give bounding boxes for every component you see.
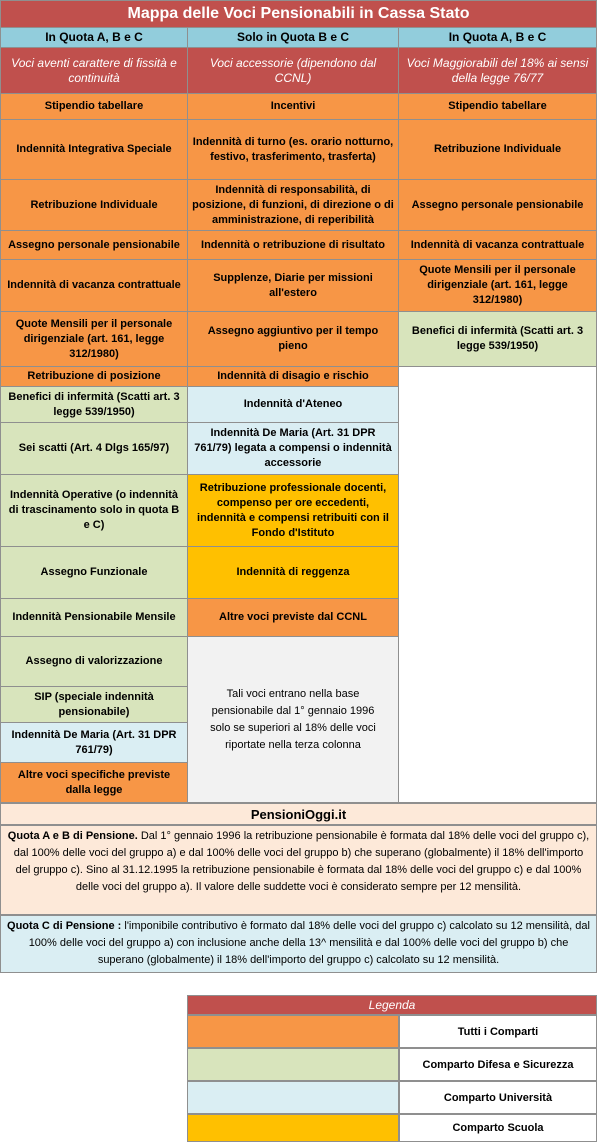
legend-title: Legenda [187,995,597,1015]
col2-item: Retribuzione professionale docenti, compenso per ore eccedenti, indennità e compensi retribuiti con il Fondo d'Istituto [188,475,399,547]
category-col1: Voci aventi carattere di fissità e continuità [0,48,188,94]
col2-item: Indennità o retribuzione di risultato [188,231,399,260]
col2-footnote: Tali voci entrano nella base pensionabile dal 1° gennaio 1996 solo se superiori al 18% delle voci riportate nella terza colonna [188,637,399,803]
legend-label: Comparto Scuola [399,1114,597,1142]
legend-swatch-tutti [187,1015,399,1048]
col1-item: Stipendio tabellare [0,94,188,120]
legend-swatch-scuola [187,1114,399,1142]
legend-swatch-difesa [187,1048,399,1081]
col3-item: Indennità di vacanza contrattuale [399,231,597,260]
note-quota-c [0,915,597,973]
col1-item: Indennità Operative (o indennità di trascinamento solo in quota B e C) [0,475,188,547]
col2-item: Indennità di disagio e rischio [188,367,399,387]
col2-item: Indennità di responsabilità, di posizione, di funzioni, di direzione o di amministrazione, di reperibilità [188,180,399,231]
col2-item: Indennità De Maria (Art. 31 DPR 761/79) legata a compensi o indennità accessorie [188,423,399,475]
legend-label: Tutti i Comparti [399,1015,597,1048]
col1-item: Indennità De Maria (Art. 31 DPR 761/79) [0,723,188,763]
category-col2: Voci accessorie (dipendono dal CCNL) [188,48,399,94]
col2-item: Altre voci previste dal CCNL [188,599,399,637]
col1-item: Quote Mensili per il personale dirigenziale (art. 161, legge 312/1980) [0,312,188,367]
col1-item: Retribuzione di posizione [0,367,188,387]
note-quota-ab-title: Quota A e B di Pensione. [7,830,138,842]
col1-item: Altre voci specifiche previste dalla legge [0,763,188,803]
header-col3: In Quota A, B e C [399,28,597,48]
col1-item: Indennità di vacanza contrattuale [0,260,188,312]
col1-item: Benefici di infermità (Scatti art. 3 legge 539/1950) [0,387,188,423]
col1-item: Indennità Pensionabile Mensile [0,599,188,637]
note-quota-c-text: l'imponibile contributivo è formato dal 18% delle voci del gruppo c) calcolato su 12 mensilità, dal 100% delle voci del gruppo a) con inclusione anche della 13^ mensilità e dal 100% delle voci del gruppo b) che superano (globalmente) il 18% dell'importo del gruppo c) calcolato su 12 mensilità. [28,920,590,966]
col3-empty [399,367,597,803]
col1-item: Assegno di valorizzazione [0,637,188,687]
header-col1: In Quota A, B e C [0,28,188,48]
col1-item: Retribuzione Individuale [0,180,188,231]
col2-item: Incentivi [188,94,399,120]
col2-item: Indennità di reggenza [188,547,399,599]
col1-item: SIP (speciale indennità pensionabile) [0,687,188,723]
legend-swatch-universita [187,1081,399,1114]
legend-label: Comparto Università [399,1081,597,1114]
category-col3: Voci Maggiorabili del 18% ai sensi della legge 76/77 [399,48,597,94]
col2-item: Indennità di turno (es. orario notturno, festivo, trasferimento, trasferta) [188,120,399,180]
brand-label: PensioniOggi.it [0,803,597,825]
col1-item: Sei scatti (Art. 4 Dlgs 165/97) [0,423,188,475]
legend-label: Comparto Difesa e Sicurezza [399,1048,597,1081]
col1-item: Assegno personale pensionabile [0,231,188,260]
page-title: Mappa delle Voci Pensionabili in Cassa Stato [0,0,597,28]
col2-item: Assegno aggiuntivo per il tempo pieno [188,312,399,367]
header-col2: Solo in Quota B e C [188,28,399,48]
note-quota-ab [0,825,597,915]
col3-item: Benefici di infermità (Scatti art. 3 legge 539/1950) [399,312,597,367]
note-quota-ab-text: Dal 1° gennaio 1996 la retribuzione pensionabile è formata dal 18% delle voci del gruppo c), dal 100% delle voci del gruppo a) e dal 100% delle voci del gruppo b) che superano (globalmente) il 18% dell'importo del gruppo c). Sino al 31.12.1995 la retribuzione pensionabile è formata dal 18% delle voci del gruppo c) e dal 100% delle voci del gruppo a). Il valore delle suddette voci è considerato sempre per 12 mensilità. [13,830,590,893]
col3-item: Quote Mensili per il personale dirigenziale (art. 161, legge 312/1980) [399,260,597,312]
col2-item: Supplenze, Diarie per missioni all'estero [188,260,399,312]
col1-item: Assegno Funzionale [0,547,188,599]
col3-item: Assegno personale pensionabile [399,180,597,231]
col1-item: Indennità Integrativa Speciale [0,120,188,180]
note-quota-c-title: Quota C di Pensione : [7,920,122,932]
col2-item: Indennità d'Ateneo [188,387,399,423]
col3-item: Stipendio tabellare [399,94,597,120]
col3-item: Retribuzione Individuale [399,120,597,180]
